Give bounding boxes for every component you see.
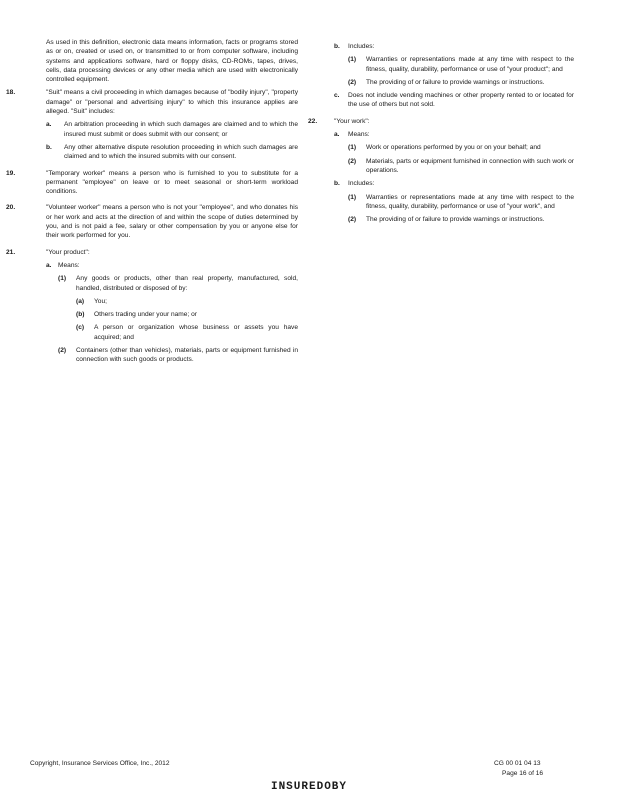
definition-text: "Temporary worker" means a person who is furnished to you to substitute for a permanent "employee" on leave or to meet seasonal or short-term workload conditions. (46, 169, 298, 196)
paragraph-2 (348, 157, 574, 176)
subitem-a (46, 120, 298, 139)
subitem-text: Includes: (348, 180, 375, 188)
subitem-a (46, 261, 298, 365)
paragraph-label: (1) (348, 193, 357, 201)
subitem-text: An arbitration proceeding in which such damages are claimed and to which the insured must submit or does submit with our consent; or (64, 121, 298, 138)
definition-number: 19. (6, 169, 16, 177)
subitem-label: c. (334, 92, 340, 100)
paragraph-2 (348, 78, 574, 87)
paragraph-text: Work or operations performed by you or on your behalf; and (366, 144, 541, 152)
paragraph-label: (2) (348, 78, 357, 86)
paragraph-text: Warranties or representations made at any time with respect to the fitness, quality, durability, performance or use of "your product"; and (366, 56, 574, 73)
continuation-text: As used in this definition, electronic data means information, facts or programs stored as or on, created or used on, or transmitted to or from computer software, including systems and applications software, hard or floppy disks, CD-ROMs, tapes, drives, cells, data processing devices or any other media which are used with electronically controlled equipment. (46, 39, 298, 84)
paragraph-label: (1) (348, 56, 357, 64)
definition-text: "Suit" means a civil proceeding in which damages because of "bodily injury", "property damage" or "personal and advertising injury" to which this insurance applies are alleged. "Suit" includes: (46, 89, 298, 116)
definition-text: "Your work": (334, 117, 370, 125)
subitem-text: Means: (58, 261, 80, 269)
subparagraph-text: Others trading under your name; or (94, 311, 197, 319)
subparagraph-label: (c) (76, 324, 85, 332)
form-number: CG 00 01 04 13 (494, 760, 541, 767)
left-column (6, 38, 298, 365)
subitem-label: a. (46, 121, 52, 129)
your-product-subitem-c (334, 91, 574, 110)
paragraph-1 (348, 193, 574, 212)
subparagraph-text: You; (94, 297, 107, 305)
paragraph-text: The providing of or failure to provide warnings or instructions. (366, 216, 545, 224)
definition-text: "Volunteer worker" means a person who is not your "employee", and who donates his or her work and acts at the direction of and within the scope of duties determined by you, and is not paid a fee, salary or other compensation by you or anyone else for their work performed for you. (46, 204, 298, 240)
subitem-text: Does not include vending machines or other property rented to or located for the use of others but not sold. (348, 92, 574, 109)
definition-20-volunteer-worker (6, 203, 298, 240)
paragraph-label: (2) (348, 216, 357, 224)
definition-18-suit (6, 88, 298, 161)
definition-text: "Your product": (46, 248, 90, 256)
paragraph-text: Any goods or products, other than real property, manufactured, sold, handled, distributed or disposed of by: (76, 275, 298, 292)
paragraph-2 (348, 215, 574, 224)
electronic-data-continuation (26, 38, 298, 84)
subitem-label: b. (334, 180, 340, 188)
definition-number: 20. (6, 204, 16, 212)
subparagraph-label: (b) (76, 311, 85, 319)
form-info (494, 759, 543, 778)
definition-number: 21. (6, 248, 16, 256)
subitem-label: a. (46, 261, 52, 269)
subitem-label: b. (334, 43, 340, 50)
subparagraph-a (76, 297, 298, 306)
page-number: Page 16 of 16 (502, 769, 544, 777)
paragraph-1 (348, 55, 574, 74)
subparagraph-b (76, 310, 298, 319)
subitem-a (334, 130, 574, 175)
paragraph-text: Containers (other than vehicles), materials, parts or equipment furnished in connection with such goods or products. (76, 347, 298, 364)
definition-number: 18. (6, 89, 16, 97)
subitem-b (46, 143, 298, 162)
brand-watermark: INSUREDOBY (270, 781, 347, 793)
subitem-b (334, 179, 574, 224)
paragraph-2 (58, 346, 298, 365)
definition-number: 22. (308, 117, 318, 125)
subparagraph-label: (a) (76, 297, 85, 305)
paragraph-label: (1) (58, 275, 67, 283)
paragraph-text: Materials, parts or equipment furnished in connection with such work or operations. (366, 157, 574, 174)
right-column (308, 42, 574, 224)
subparagraph-text: A person or organization whose business or assets you have acquired; and (94, 324, 298, 341)
subitem-label: b. (46, 143, 52, 151)
paragraph-text: Warranties or representations made at any time with respect to the fitness, quality, durability, performance or use of "your work", and (366, 193, 574, 210)
definition-22-your-work (308, 117, 574, 225)
copyright-notice: Copyright, Insurance Services Office, Inc., 2012 (30, 760, 170, 767)
paragraph-label: (1) (348, 144, 357, 152)
paragraph-label: (2) (58, 347, 67, 355)
subparagraph-c (76, 323, 298, 342)
subitem-text: Any other alternative dispute resolution proceeding in which such damages are claimed and to which the insured submits with our consent. (64, 143, 298, 161)
paragraph-1 (58, 274, 298, 342)
your-product-subitem-b (334, 42, 574, 87)
definition-21-your-product (6, 248, 298, 365)
paragraph-text: The providing of or failure to provide warnings or instructions. (366, 78, 545, 86)
subitem-text: Includes: (348, 43, 375, 50)
paragraph-1 (348, 143, 574, 152)
subitem-text: Means: (348, 131, 370, 139)
definition-19-temporary-worker (6, 169, 298, 197)
subitem-label: a. (334, 131, 340, 139)
paragraph-label: (2) (348, 157, 357, 165)
